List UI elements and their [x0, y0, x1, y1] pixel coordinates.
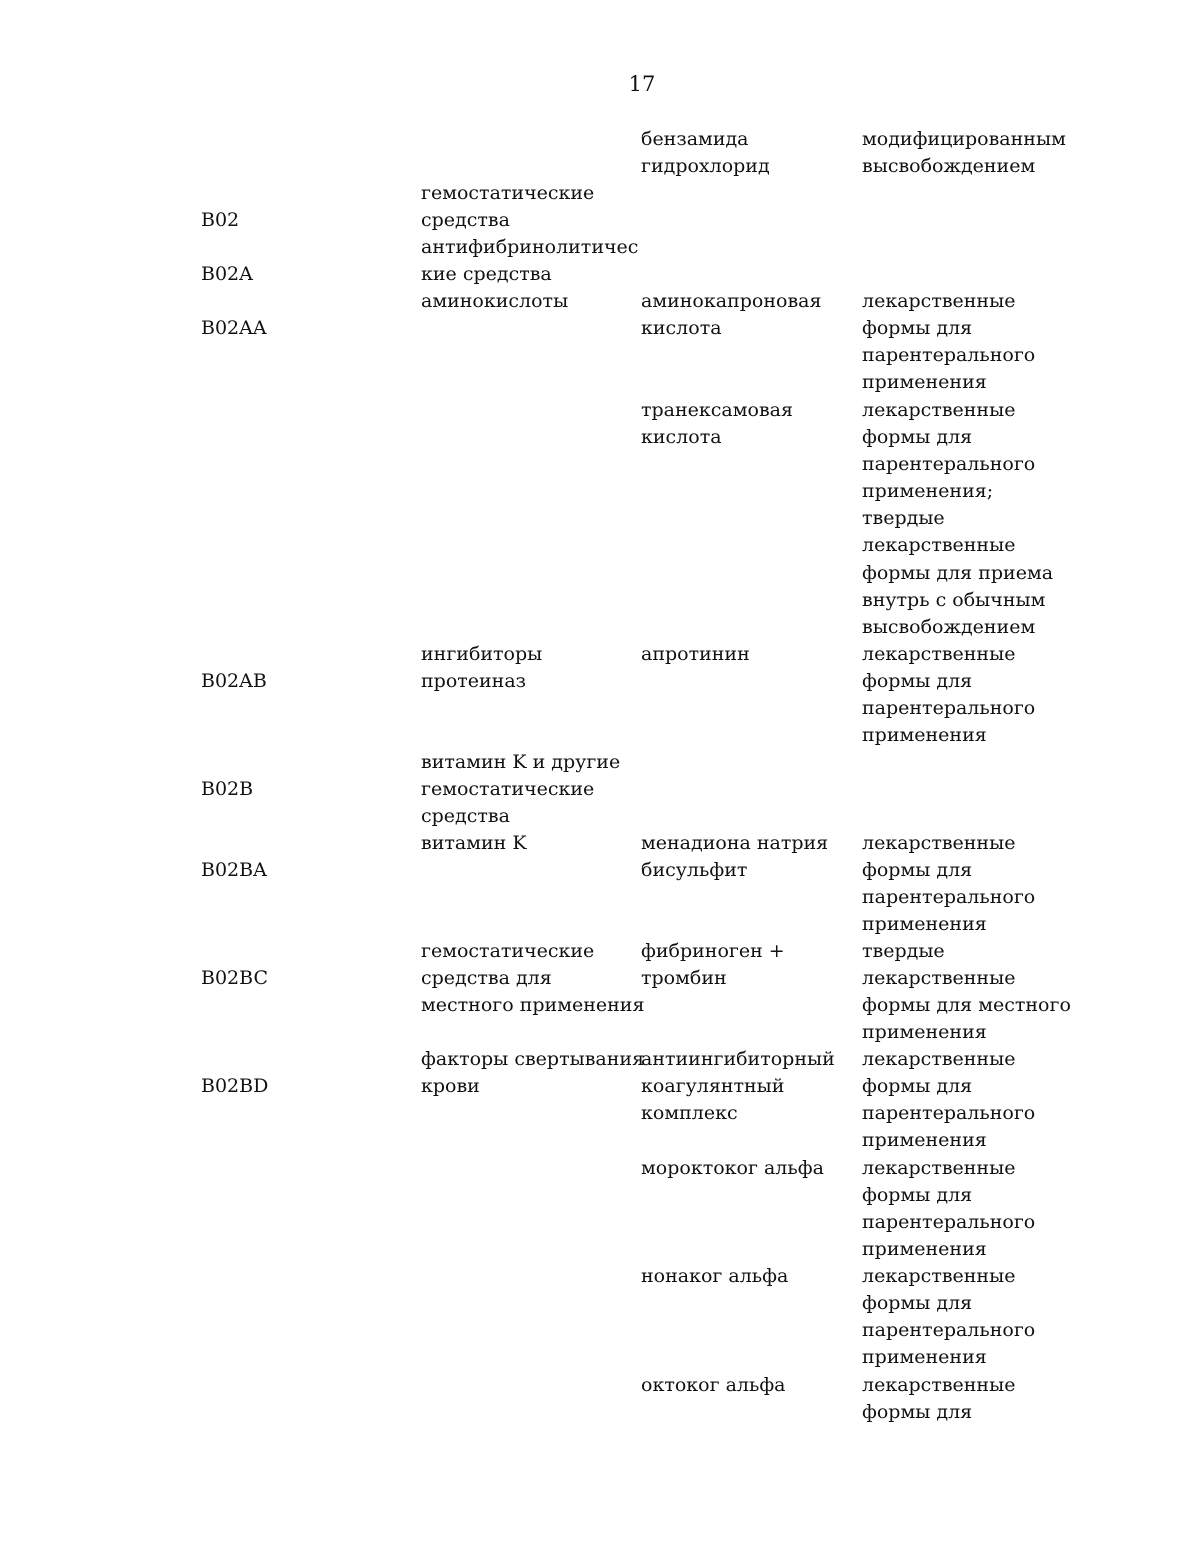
dosage-form-line: парентерального	[862, 1211, 1036, 1234]
table-row	[0, 1372, 1200, 1424]
dosage-form-line: лекарственные	[862, 1265, 1016, 1287]
atc-code: B02A	[201, 263, 253, 285]
atc-code-cell	[201, 261, 253, 288]
group-name-cell	[421, 288, 568, 315]
dosage-form-line: лекарственные	[862, 643, 1016, 665]
atc-code: B02AB	[201, 670, 267, 692]
drug-name-cell	[641, 938, 785, 992]
dosage-form-line: лекарственные	[862, 1374, 1016, 1396]
drug-name-cell	[641, 288, 821, 342]
drug-name-cell	[641, 641, 750, 668]
drug-name-line: нонаког альфа	[641, 1265, 789, 1287]
dosage-form-line: лекарственные	[862, 399, 1016, 421]
group-name-line: антифибринолитичес	[421, 236, 639, 258]
dosage-form-line: применения	[862, 1021, 987, 1044]
drug-name-line: транексамовая	[641, 399, 793, 421]
group-name-line: ингибиторы	[421, 643, 543, 665]
table-row	[0, 397, 1200, 638]
table-row	[0, 749, 1200, 828]
dosage-form-line: парентерального	[862, 344, 1036, 367]
dosage-form-cell	[862, 938, 1071, 1046]
dosage-form-line: применения	[862, 1129, 987, 1152]
group-name-cell	[421, 234, 638, 288]
group-name-cell	[421, 830, 527, 857]
dosage-form-cell	[862, 641, 1035, 749]
drug-name-cell	[641, 1046, 835, 1127]
drug-name-line: менадиона натрия	[641, 832, 829, 854]
table-row	[0, 180, 1200, 232]
drug-name-cell	[641, 1372, 786, 1399]
table-row	[0, 938, 1200, 1044]
group-name-cell	[421, 180, 594, 234]
drug-name-line: кислота	[641, 426, 722, 449]
dosage-form-line: формы для	[862, 1184, 973, 1207]
dosage-form-line: высвобождением	[862, 155, 1036, 178]
group-name-line: средства	[421, 805, 510, 828]
atc-code: B02AA	[201, 317, 267, 339]
dosage-form-line: высвобождением	[862, 615, 1036, 638]
group-name-line: местного применения	[421, 994, 645, 1017]
dosage-form-cell	[862, 1155, 1035, 1263]
group-name-cell	[421, 641, 542, 695]
dosage-form-line: твердые	[862, 940, 945, 962]
group-name-line: витамин K и другие	[421, 751, 621, 773]
drug-name-line: фибриноген +	[641, 940, 785, 962]
dosage-form-line: формы для	[862, 426, 973, 449]
dosage-form-line: парентерального	[862, 453, 1036, 476]
dosage-form-line: применения;	[862, 480, 994, 503]
dosage-form-line: лекарственные	[862, 832, 1016, 854]
dosage-form-line: лекарственные	[862, 967, 1016, 990]
drug-name-cell	[641, 1263, 788, 1290]
dosage-form-line: формы для	[862, 670, 973, 693]
dosage-form-line: применения	[862, 1238, 987, 1261]
drug-name-line: гидрохлорид	[641, 155, 770, 178]
dosage-form-line: формы для местного	[862, 994, 1071, 1017]
page-number: 17	[628, 72, 656, 96]
group-name-line: средства для	[421, 967, 552, 990]
drug-name-line: бензамида	[641, 128, 749, 150]
dosage-form-line: применения	[862, 724, 987, 747]
drug-name-line: апротинин	[641, 643, 750, 665]
dosage-form-cell	[862, 1263, 1035, 1371]
drug-name-cell	[641, 830, 828, 884]
dosage-form-line: парентерального	[862, 1102, 1036, 1125]
table-row	[0, 641, 1200, 747]
dosage-form-line: твердые	[862, 507, 945, 530]
atc-code-cell	[201, 668, 267, 695]
dosage-form-line: лекарственные	[862, 290, 1016, 312]
dosage-form-cell	[862, 126, 1066, 180]
atc-code: B02BD	[201, 1075, 269, 1097]
dosage-form-line: применения	[862, 371, 987, 394]
dosage-form-line: формы для	[862, 317, 973, 340]
drug-name-line: мороктоког альфа	[641, 1157, 824, 1179]
group-name-line: витамин K	[421, 832, 527, 854]
drug-name-cell	[641, 397, 793, 451]
dosage-form-line: применения	[862, 1346, 987, 1369]
table-row	[0, 1046, 1200, 1152]
atc-code: B02	[201, 209, 240, 231]
atc-code-cell	[201, 857, 267, 884]
drug-name-line: кислота	[641, 317, 722, 340]
group-name-line: гемостатические	[421, 940, 595, 962]
dosage-form-line: лекарственные	[862, 1048, 1016, 1070]
group-name-line: аминокислоты	[421, 290, 569, 312]
drug-name-line: бисульфит	[641, 859, 748, 882]
table-row	[0, 234, 1200, 286]
group-name-cell	[421, 1046, 644, 1100]
table-row	[0, 1155, 1200, 1261]
group-name-line: средства	[421, 209, 510, 232]
group-name-line: протеиназ	[421, 670, 527, 693]
atc-code: B02B	[201, 778, 254, 800]
table-row	[0, 1263, 1200, 1369]
group-name-line: гемостатические	[421, 182, 595, 204]
drug-name-cell	[641, 1155, 824, 1182]
dosage-form-line: формы для приема	[862, 561, 1054, 584]
group-name-line: кие средства	[421, 263, 552, 286]
table-row	[0, 288, 1200, 394]
dosage-form-line: лекарственные	[862, 1157, 1016, 1179]
dosage-form-line: применения	[862, 913, 987, 936]
atc-code-cell	[201, 1073, 268, 1100]
dosage-form-cell	[862, 397, 1053, 641]
drug-name-line: коагулянтный	[641, 1075, 785, 1098]
drug-name-line: октоког альфа	[641, 1374, 786, 1396]
dosage-form-line: лекарственные	[862, 534, 1016, 557]
dosage-form-line: парентерального	[862, 1319, 1036, 1342]
atc-code-cell	[201, 776, 253, 803]
group-name-line: гемостатические	[421, 778, 595, 801]
dosage-form-cell	[862, 288, 1035, 396]
atc-code: B02BC	[201, 967, 268, 989]
atc-code-cell	[201, 315, 267, 342]
dosage-form-cell	[862, 830, 1035, 938]
drug-name-cell	[641, 126, 770, 180]
group-name-line: крови	[421, 1075, 480, 1098]
drug-name-line: антиингибиторный	[641, 1048, 835, 1070]
dosage-form-line: формы для	[862, 1292, 973, 1315]
atc-code: B02BA	[201, 859, 267, 881]
atc-code-cell	[201, 965, 268, 992]
drug-name-line: аминокапроновая	[641, 290, 822, 312]
atc-code-cell	[201, 207, 239, 234]
group-name-cell	[421, 749, 620, 830]
dosage-form-line: внутрь с обычным	[862, 588, 1046, 611]
dosage-form-line: парентерального	[862, 886, 1036, 909]
dosage-form-line: парентерального	[862, 697, 1036, 720]
dosage-form-line: модифицированным	[862, 128, 1066, 150]
dosage-form-cell	[862, 1046, 1035, 1154]
dosage-form-line: формы для	[862, 1075, 973, 1098]
dosage-form-line: формы для	[862, 1401, 973, 1424]
group-name-line: факторы свертывания	[421, 1048, 645, 1070]
dosage-form-cell	[862, 1372, 1015, 1426]
group-name-cell	[421, 938, 644, 1019]
drug-name-line: тромбин	[641, 967, 727, 990]
table-row	[0, 126, 1200, 178]
drug-name-line: комплекс	[641, 1102, 738, 1125]
table-row	[0, 830, 1200, 936]
dosage-form-line: формы для	[862, 859, 973, 882]
